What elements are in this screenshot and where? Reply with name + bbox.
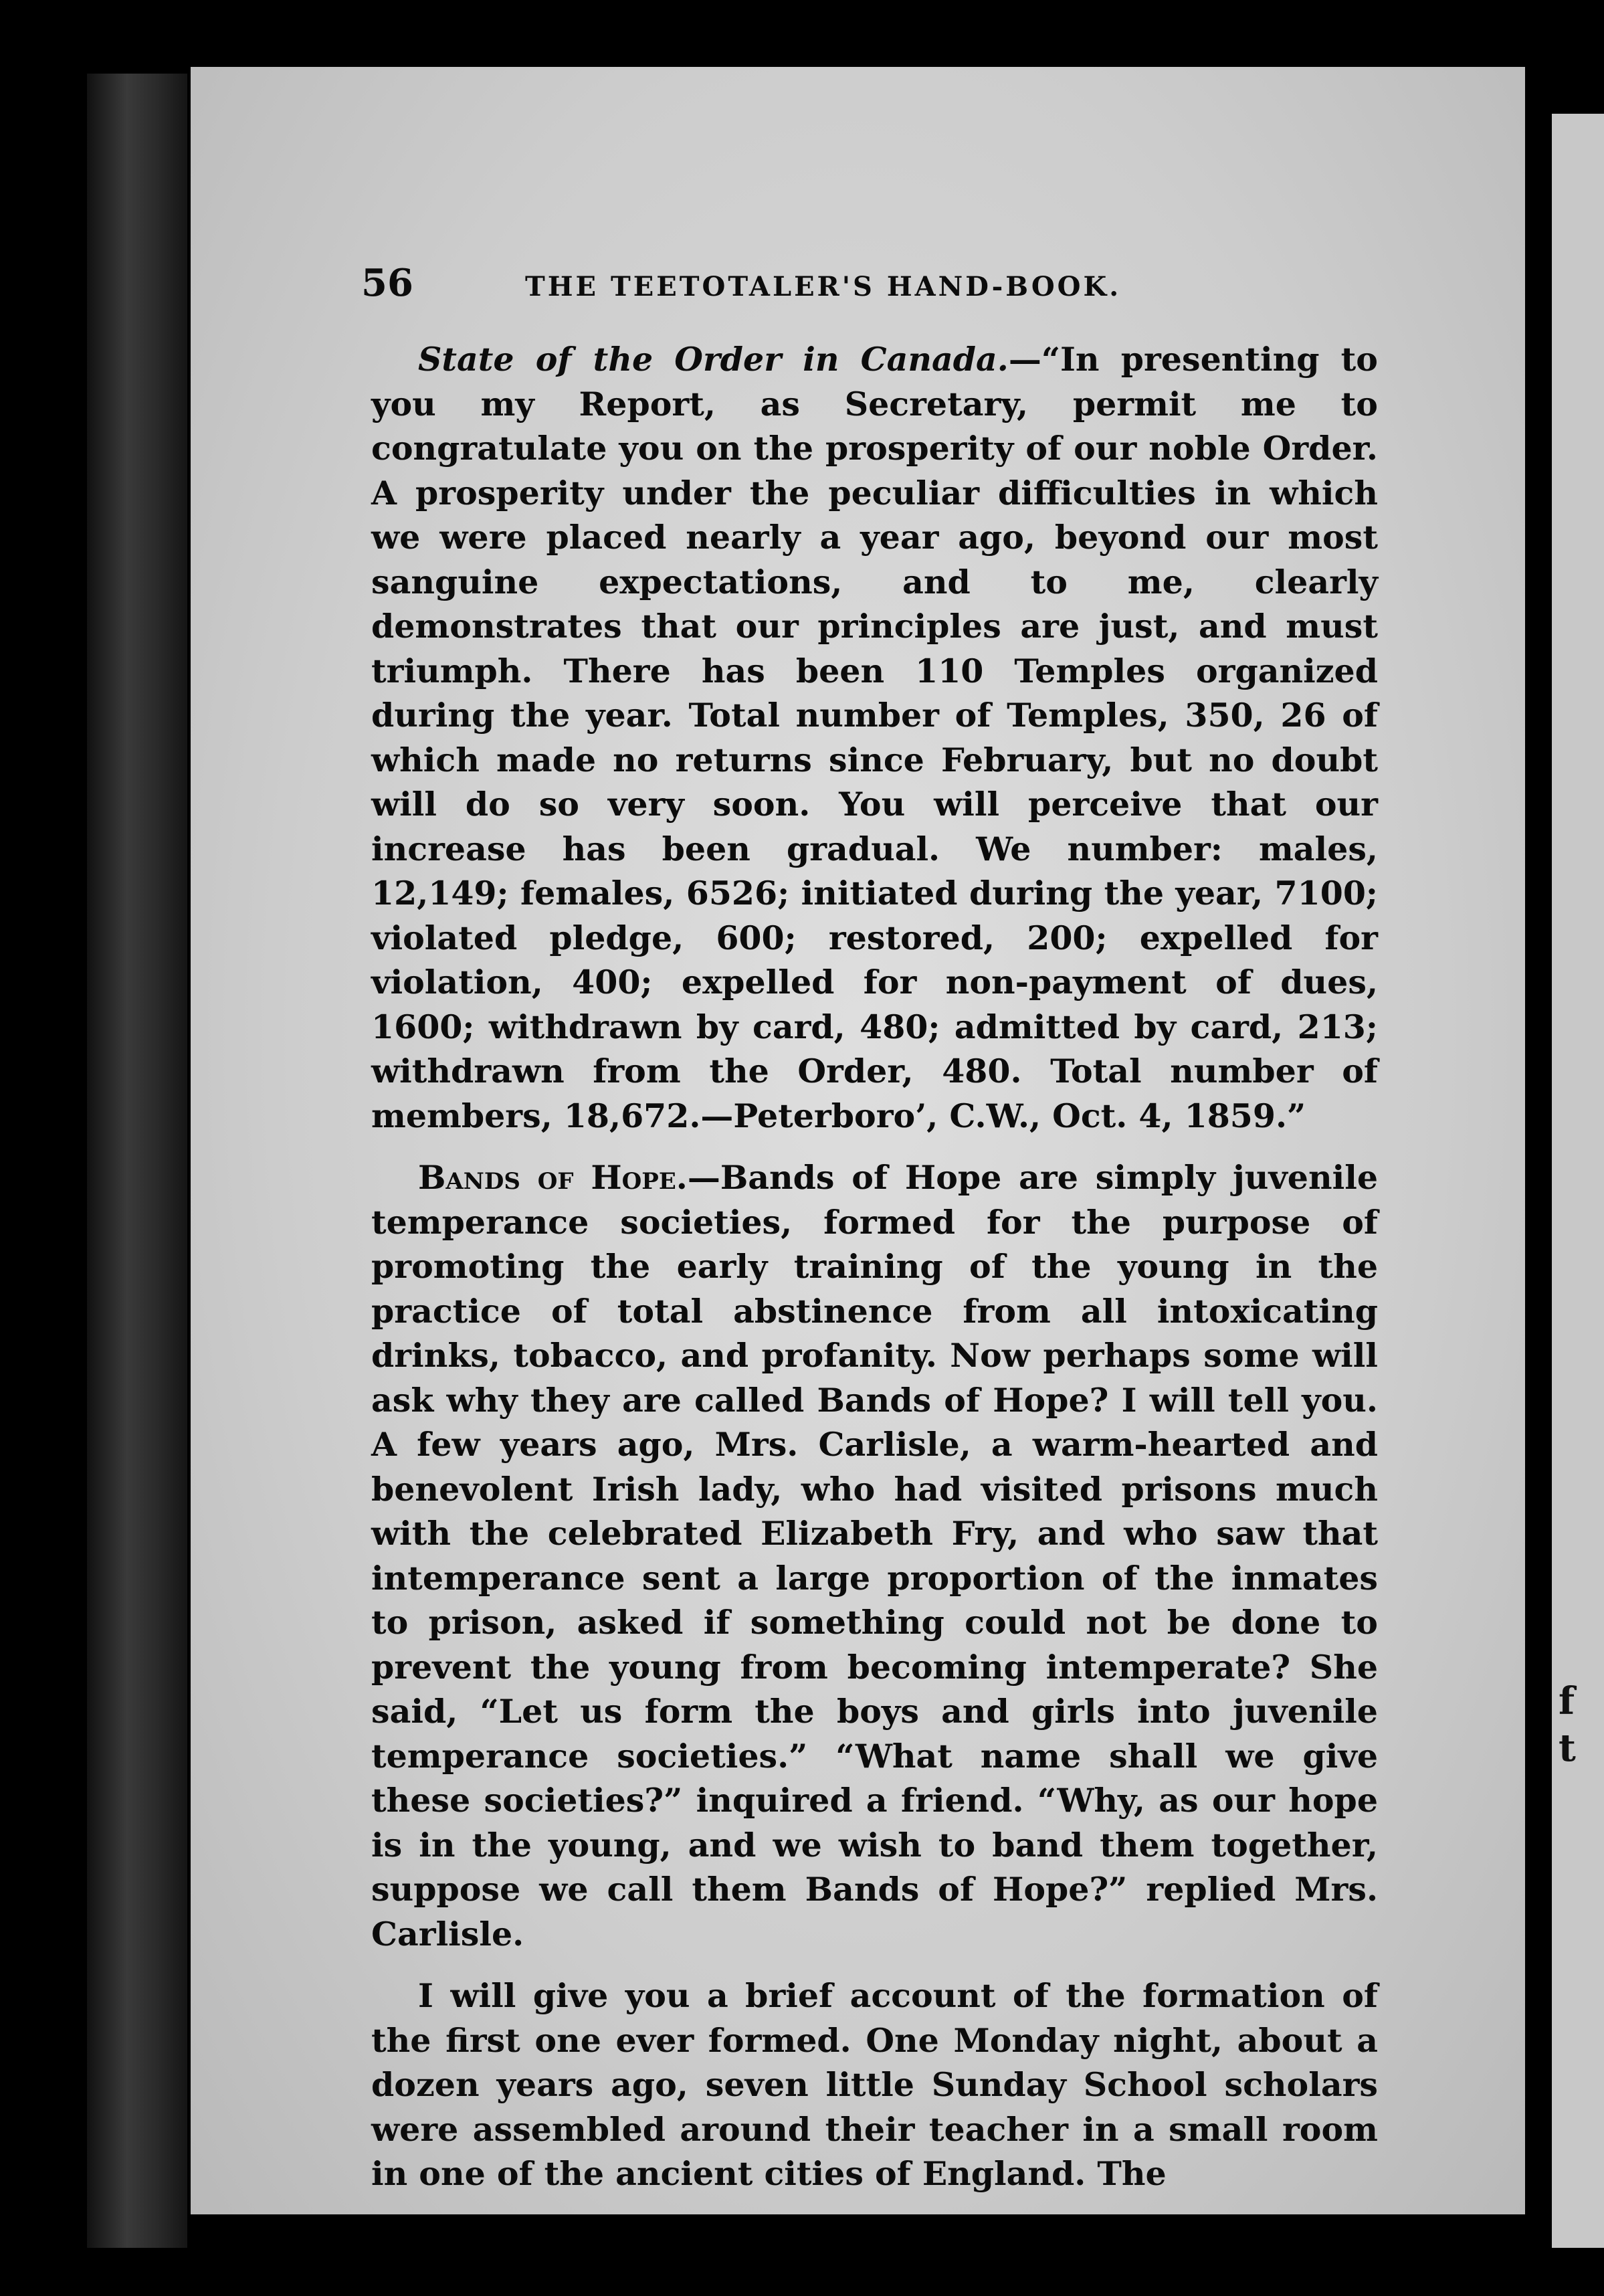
paragraph-body: —“In presenting to you my Report, as Secretary, permit me to congratulate you on the prosperity of our noble Order. A prosperity under the peculiar difficulties in which we were placed nearly a year ago, beyond our most sanguine expectations, and to me, clearly demonstrates that our principles are just, and must triumph. There has been 110 Temples organized during the year. Total number of Temples, 350, 26 of which made no returns since February, but no doubt will do so very soon. You will perceive that our increase has been gradual. We number: males, 12,149; females, 6526; initiated during the year, 7100; violated pledge, 600; restored, 200; expelled for violation, 400; expelled for non-payment of dues, 1600; withdrawn by card, 480; admitted by card, 213; withdrawn from the Order, 480. Total number of members, 18,672.—Peterboro’, C.W., Oct. 4, 1859.” — [371, 340, 1378, 1135]
paragraph-body: I will give you a brief account of the formation of the first one ever formed. One Monday night, about a dozen years ago, seven little Sunday School scholars were assembled around their teacher in a small room in one of the ancient cities of England. The — [371, 1976, 1378, 2193]
running-head — [361, 261, 1378, 325]
page-text-block — [361, 261, 1378, 2214]
facing-page-fragment: f — [1559, 1679, 1575, 1723]
paragraph-lead: Bands of Hope. — [418, 1158, 688, 1197]
paragraph-order-in-canada — [371, 337, 1378, 1138]
facing-page-fragment: t — [1559, 1726, 1576, 1770]
paragraph-lead: State of the Order in Canada. — [418, 340, 1009, 379]
page-number: 56 — [361, 261, 413, 305]
book-binding — [87, 74, 187, 2248]
paragraph-bands-of-hope — [371, 1155, 1378, 1956]
running-head-title: THE TEETOTALER'S HAND-BOOK. — [525, 271, 1122, 302]
paragraph-first-band — [371, 1974, 1378, 2196]
paragraph-body: —Bands of Hope are simply juvenile temperance societies, formed for the purpose of promoting the early training of the young in the practice of total abstinence from all intoxicating drinks, tobacco, and profanity. Now perhaps some will ask why they are called Bands of Hope? I will tell you. A few years ago, Mrs. Carlisle, a warm-hearted and benevolent Irish lady, who had visited prisons much with the celebrated Elizabeth Fry, and who saw that intemperance sent a large proportion of the inmates to prison, asked if something could not be done to prevent the young from becoming intemperate? She said, “Let us form the boys and girls into juvenile temperance societies.” “What name shall we give these societies?” inquired a friend. “Why, as our hope is in the young, and we wish to band them together, suppose we call them Bands of Hope?” replied Mrs. Carlisle. — [371, 1158, 1378, 1953]
facing-page-edge — [1552, 114, 1604, 2248]
